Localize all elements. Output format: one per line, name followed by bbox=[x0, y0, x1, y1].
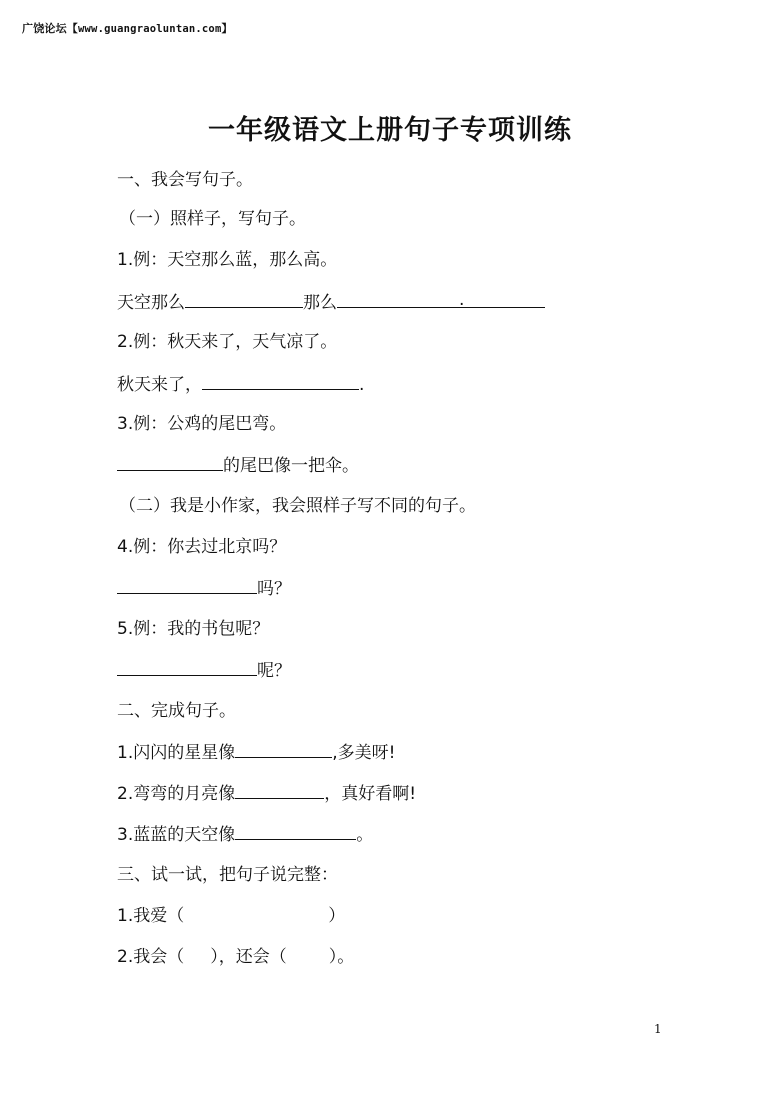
answer-2-blank[interactable] bbox=[202, 372, 359, 390]
answer-1-dot: . bbox=[459, 290, 465, 310]
complete-1-suffix: ,多美呀! bbox=[332, 743, 396, 763]
complete-sentence-3 bbox=[117, 822, 373, 847]
try-2-mid: ），还会（ bbox=[210, 947, 287, 967]
complete-1-prefix: 1.闪闪的星星像 bbox=[117, 743, 236, 763]
section2-heading: 二、完成句子。 bbox=[117, 701, 236, 721]
answer-1-mid: 那么 bbox=[303, 293, 337, 313]
complete-1-blank[interactable] bbox=[235, 740, 332, 758]
try-2-prefix: 2.我会（ bbox=[117, 947, 185, 967]
answer-5-blank[interactable] bbox=[117, 658, 257, 676]
example-2: 2.例：秋天来了，天气凉了。 bbox=[117, 332, 338, 352]
header-site-name: 广饶论坛【 bbox=[22, 22, 78, 35]
complete-sentence-1 bbox=[117, 740, 395, 765]
answer-line-3 bbox=[117, 453, 359, 478]
section1-heading: 一、我会写句子。 bbox=[117, 170, 253, 190]
page-number: 1 bbox=[654, 1022, 662, 1036]
complete-2-suffix: ，真好看啊! bbox=[324, 784, 417, 804]
try-sentence-1 bbox=[117, 904, 345, 928]
example-1: 1.例：天空那么蓝，那么高。 bbox=[117, 250, 338, 270]
answer-2-dot: . bbox=[359, 375, 365, 395]
try-sentence-2 bbox=[117, 945, 354, 969]
complete-2-prefix: 2.弯弯的月亮像 bbox=[117, 784, 236, 804]
header-url: www.guangraoluntan.com bbox=[78, 23, 222, 35]
answer-3-blank[interactable] bbox=[117, 453, 223, 471]
answer-1-blank-b[interactable] bbox=[337, 290, 545, 308]
answer-line-5 bbox=[117, 658, 291, 683]
example-4: 4.例：你去过北京吗？ bbox=[117, 537, 287, 557]
example-5: 5.例：我的书包呢？ bbox=[117, 619, 270, 639]
try-1-close: ） bbox=[328, 906, 346, 926]
answer-1-blank-a[interactable] bbox=[185, 290, 303, 308]
answer-line-4 bbox=[117, 576, 291, 601]
document-title: 一年级语文上册句子专项训练 bbox=[208, 115, 572, 146]
complete-sentence-2 bbox=[117, 781, 416, 806]
page-header bbox=[22, 20, 233, 36]
answer-4-blank[interactable] bbox=[117, 576, 257, 594]
answer-line-2 bbox=[117, 372, 364, 397]
complete-2-blank[interactable] bbox=[235, 781, 324, 799]
answer-5-suffix: 呢？ bbox=[257, 661, 291, 681]
answer-2-prefix: 秋天来了， bbox=[117, 375, 202, 395]
answer-4-suffix: 吗？ bbox=[257, 579, 291, 599]
section3-heading: 三、试一试，把句子说完整： bbox=[117, 865, 338, 885]
answer-line-1 bbox=[117, 290, 545, 315]
complete-3-prefix: 3.蓝蓝的天空像 bbox=[117, 825, 236, 845]
complete-3-suffix: 。 bbox=[356, 825, 374, 845]
answer-1-prefix: 天空那么 bbox=[117, 293, 185, 313]
example-3: 3.例：公鸡的尾巴弯。 bbox=[117, 414, 287, 434]
answer-3-suffix: 的尾巴像一把伞。 bbox=[223, 456, 359, 476]
try-2-close: ）。 bbox=[328, 947, 355, 967]
section1-subheading-2: （二）我是小作家，我会照样子写不同的句子。 bbox=[119, 496, 476, 516]
try-1-prefix: 1.我爱（ bbox=[117, 906, 185, 926]
header-bracket-close: 】 bbox=[221, 22, 233, 35]
complete-3-blank[interactable] bbox=[235, 822, 356, 840]
section1-subheading-1: （一）照样子，写句子。 bbox=[119, 209, 306, 229]
